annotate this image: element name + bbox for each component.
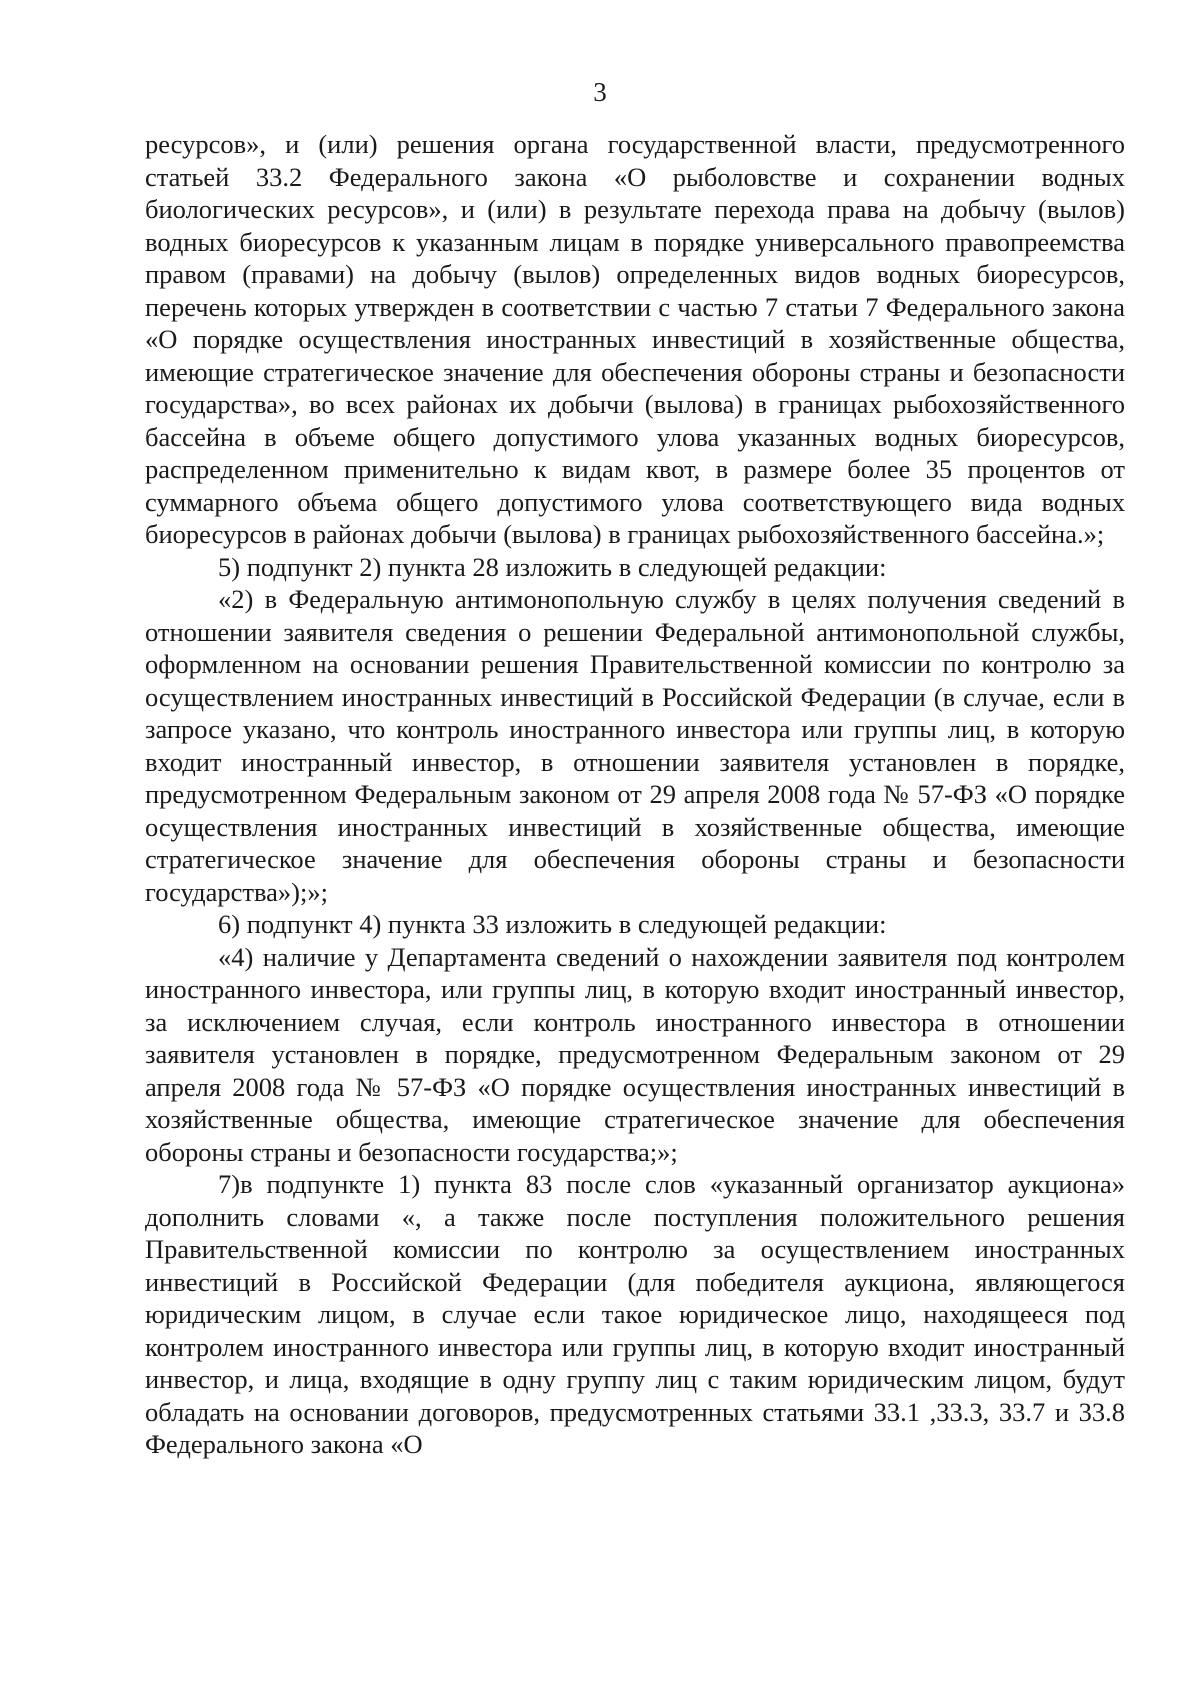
paragraph-continuation: ресурсов», и (или) решения органа государственной власти, предусмотренного статьей 33.2 Федерального закона «О рыболовстве и сохранении водных биологических ресурсов», и (или) в результате перехода права на добычу (вылов) водных биоресурсов к указанным лицам в порядке универсального правопреемства правом (правами) на добычу (вылов) определенных видов водных биоресурсов, перечень которых утвержден в соответствии с частью 7 статьи 7 Федерального закона «О порядке осуществления иностранных инвестиций в хозяйственные общества, имеющие стратегическое значение для обеспечения обороны страны и безопасности государства», во всех районах их добычи (вылова) в границах рыбохозяйственного бассейна в объеме общего допустимого улова указанных водных биоресурсов, распределенном применительно к видам квот, в размере более 35 процентов от суммарного объема общего допустимого улова соответствующего вида водных биоресурсов в районах добычи (вылова) в границах рыбохозяйственного бассейна.»; xyxy=(145,129,1125,549)
paragraph-item-6: 6) подпункт 4) пункта 33 изложить в следующей редакции: xyxy=(218,909,887,939)
document-body xyxy=(145,128,1125,1461)
paragraph-item-6-text: «4) наличие у Департамента сведений о нахождении заявителя под контролем иностранного инвестора, или группы лиц, в которую входит иностранный инвестор, за исключением случая, если контроль иностранного инвестора в отношении заявителя установлен в порядке, предусмотренном Федеральным законом от 29 апреля 2008 года № 57-ФЗ «О порядке осуществления иностранных инвестиций в хозяйственные общества, имеющие стратегическое значение для обеспечения обороны страны и безопасности государства;»; xyxy=(145,941,1125,1167)
paragraph-item-7: 7)в подпункте 1) пункта 83 после слов «указанный организатор аукциона» дополнить словами «, а также после поступления положительного решения Правительственной комиссии по контролю за осуществлением иностранных инвестиций в Российской Федерации (для победителя аукциона, являющегося юридическим лицом, в случае если такое юридическое лицо, находящееся под контролем иностранного инвестора или группы лиц, в которую входит иностранный инвестор, и лица, входящие в одну группу лиц с таким юридическим лицом, будут обладать на основании договоров, предусмотренных статьями 33.1 ,33.3, 33.7 и 33.8 Федерального закона «О xyxy=(145,1169,1125,1459)
paragraph-item-5-text: «2) в Федеральную антимонопольную службу в целях получения сведений в отношении заявителя сведения о решении Федеральной антимонопольной службы, оформленном на основании решения Правительственной комиссии по контролю за осуществлением иностранных инвестиций в Российской Федерации (в случае, если в запросе указано, что контроль иностранного инвестора или группы лиц, в которую входит иностранный инвестор, в отношении заявителя установлен в порядке, предусмотренном Федеральным законом от 29 апреля 2008 года № 57-ФЗ «О порядке осуществления иностранных инвестиций в хозяйственные общества, имеющие стратегическое значение для обеспечения обороны страны и безопасности государства»);»; xyxy=(145,584,1125,907)
page-number: 3 xyxy=(593,77,607,107)
paragraph-item-5: 5) подпункт 2) пункта 28 изложить в следующей редакции: xyxy=(218,551,887,582)
